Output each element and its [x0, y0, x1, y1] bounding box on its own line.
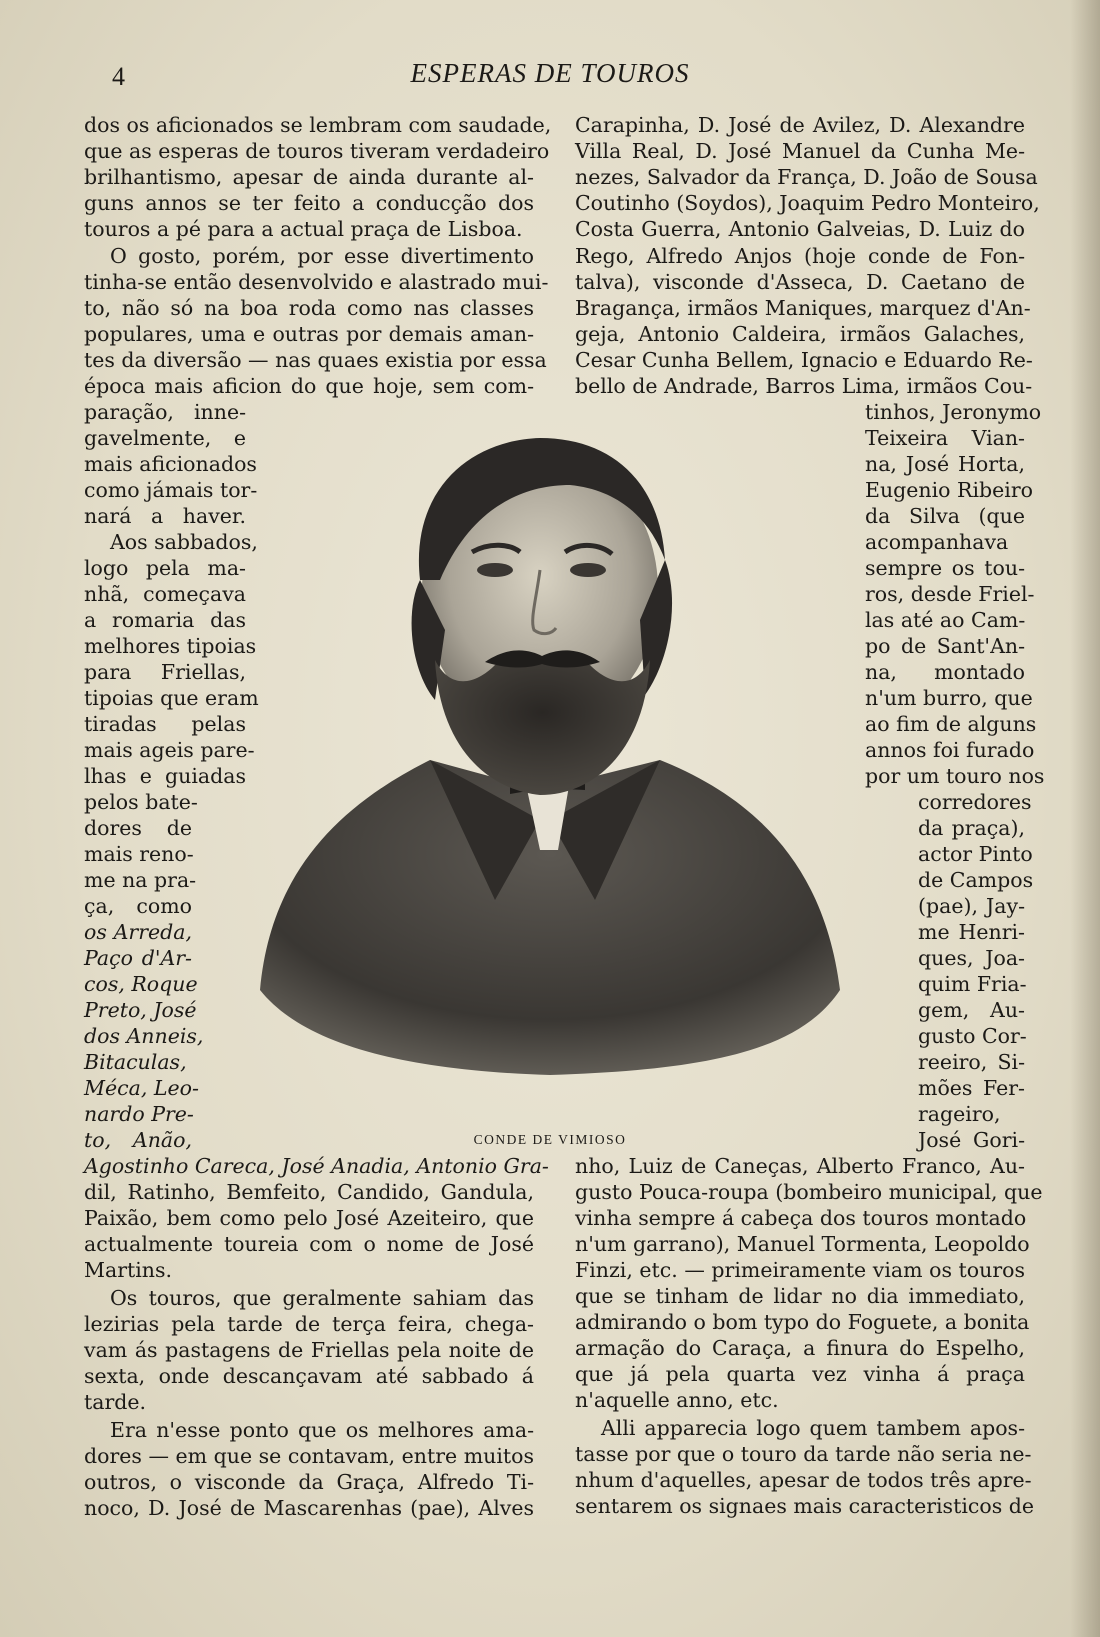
text-line: que se tinham de lidar no dia immediato,	[575, 1284, 1025, 1308]
text-line: os Arreda,	[84, 920, 192, 944]
text-line: nhum d'aquelles, apesar de todos três apre-	[575, 1468, 1032, 1492]
text-line: dos Anneis,	[84, 1024, 204, 1048]
text-line: admirando o bom typo do Foguete, a bonita	[575, 1310, 1030, 1334]
text-line: nhã, começava	[84, 582, 246, 606]
text-line: gusto Pouca-roupa (bombeiro municipal, que	[575, 1180, 1043, 1204]
text-line: na, montado	[865, 660, 1025, 684]
page-edge-shadow	[1070, 0, 1100, 1637]
text-line: me na pra-	[84, 868, 197, 892]
text-line: nezes, Salvador da França, D. João de Sousa	[575, 165, 1038, 189]
text-line: Teixeira Vian-	[865, 426, 1025, 450]
text-line: Carapinha, D. José de Avilez, D. Alexandre	[575, 113, 1025, 137]
text-line: Preto, José	[84, 998, 197, 1022]
text-line: dores de	[84, 816, 192, 840]
text-line: bello de Andrade, Barros Lima, irmãos Cou-	[575, 374, 1033, 398]
text-line: ça, como	[84, 894, 192, 918]
text-line: mões Fer-	[918, 1076, 1025, 1100]
text-line: Paço d'Ar-	[84, 946, 192, 970]
text-line: to, Anão,	[84, 1128, 192, 1152]
text-line: quim Fria-	[918, 972, 1027, 996]
text-line: guns annos se ter feito a conducção dos	[84, 191, 534, 215]
text-line: de Campos	[918, 868, 1034, 892]
text-line: tipoias que eram	[84, 686, 259, 710]
text-line: touros a pé para a actual praça de Lisboa.	[84, 217, 523, 241]
text-line: Rego, Alfredo Anjos (hoje conde de Fon-	[575, 244, 1025, 268]
text-line: Finzi, etc. — primeiramente viam os touros	[575, 1258, 1025, 1282]
text-line: geja, Antonio Caldeira, irmãos Galaches,	[575, 322, 1025, 346]
text-line: época mais aficion do que hoje, sem com-	[84, 374, 534, 398]
text-line: Bitaculas,	[84, 1050, 187, 1074]
text-line: populares, uma e outras por demais aman-	[84, 322, 534, 346]
text-line: po de Sant'An-	[865, 634, 1025, 658]
text-line: na, José Horta,	[865, 452, 1025, 476]
text-line: sexta, onde descançavam até sabbado á	[84, 1364, 534, 1388]
text-line: rageiro,	[918, 1102, 1001, 1126]
text-line: lhas e guiadas	[84, 764, 246, 788]
text-line: pelos bate-	[84, 790, 198, 814]
text-line: sempre os tou-	[865, 556, 1025, 580]
text-line: talva), visconde d'Asseca, D. Caetano de	[575, 270, 1025, 294]
text-line: da praça),	[918, 816, 1025, 840]
text-line: tiradas pelas	[84, 712, 246, 736]
text-line: Eugenio Ribeiro	[865, 478, 1033, 502]
text-line: to, não só na boa roda como nas classes	[84, 296, 534, 320]
text-line: mais ageis pare-	[84, 738, 255, 762]
text-line: annos foi furado	[865, 738, 1035, 762]
text-line: acompanhava	[865, 530, 1009, 554]
text-line: Os touros, que geralmente sahiam das	[110, 1286, 534, 1310]
text-line: Costa Guerra, Antonio Galveias, D. Luiz do	[575, 217, 1025, 241]
text-line: armação do Caraça, a finura do Espelho,	[575, 1336, 1025, 1360]
text-line: tinha-se então desenvolvido e alastrado mui-	[84, 270, 549, 294]
running-title: ESPERAS DE TOUROS	[410, 58, 690, 88]
text-line: tinhos, Jeronymo	[865, 400, 1042, 424]
text-line: Era n'esse ponto que os melhores ama-	[110, 1418, 534, 1442]
text-line: melhores tipoias	[84, 634, 257, 658]
text-line: (pae), Jay-	[918, 894, 1025, 918]
text-line: me Henri-	[918, 920, 1025, 944]
text-line: actualmente toureia com o nome de José	[84, 1232, 534, 1256]
text-line: logo pela ma-	[84, 556, 246, 580]
text-line: cos, Roque	[84, 972, 198, 996]
text-line: Aos sabbados,	[110, 530, 258, 554]
text-line: mais reno-	[84, 842, 194, 866]
text-line: para Friellas,	[84, 660, 246, 684]
text-line: Martins.	[84, 1258, 173, 1282]
text-line: tes da diversão — nas quaes existia por essa	[84, 348, 547, 372]
text-line: Paixão, bem como pelo José Azeiteiro, que	[84, 1206, 534, 1230]
portrait-illustration	[240, 430, 860, 1080]
page-number: 4	[112, 62, 125, 91]
text-line: mais aficionados	[84, 452, 257, 476]
text-line: que já pela quarta vez vinha á praça	[575, 1362, 1025, 1386]
text-line: nará a haver.	[84, 504, 246, 528]
text-line: las até ao Cam-	[865, 608, 1026, 632]
text-line: vam ás pastagens de Friellas pela noite de	[84, 1338, 534, 1362]
text-line: ros, desde Friel-	[865, 582, 1035, 606]
text-line: gavelmente, e	[84, 426, 246, 450]
text-line: Agostinho Careca, José Anadia, Antonio Gra-	[84, 1154, 549, 1178]
text-line: dos os aficionados se lembram com saudade,	[84, 113, 552, 137]
text-line: reeiro, Si-	[918, 1050, 1025, 1074]
text-line: por um touro nos	[865, 764, 1045, 788]
text-line: lezirias pela tarde de terça feira, chega-	[84, 1312, 534, 1336]
text-line: brilhantismo, apesar de ainda durante al-	[84, 165, 534, 189]
text-line: actor Pinto	[918, 842, 1033, 866]
text-line: Coutinho (Soydos), Joaquim Pedro Monteiro,	[575, 191, 1040, 215]
text-line: outros, o visconde da Graça, Alfredo Ti-	[84, 1470, 534, 1494]
text-line: a romaria das	[84, 608, 246, 632]
text-line: dores — em que se contavam, entre muitos	[84, 1444, 534, 1468]
text-line: nho, Luiz de Caneças, Alberto Franco, Au-	[575, 1154, 1025, 1178]
text-line: paração, inne-	[84, 400, 246, 424]
text-line: dil, Ratinho, Bemfeito, Candido, Gandula,	[84, 1180, 534, 1204]
text-line: Bragança, irmãos Maniques, marquez d'An-	[575, 296, 1031, 320]
text-line: Cesar Cunha Bellem, Ignacio e Eduardo Re-	[575, 348, 1033, 372]
text-line: tarde.	[84, 1390, 147, 1414]
portrait-caption: CONDE DE VIMIOSO	[473, 1132, 627, 1147]
text-line: n'um burro, que	[865, 686, 1033, 710]
text-line: vinha sempre á cabeça dos touros montado	[575, 1206, 1027, 1230]
text-line: Villa Real, D. José Manuel da Cunha Me-	[575, 139, 1025, 163]
text-line: Alli apparecia logo quem tambem apos-	[601, 1416, 1025, 1440]
text-line: n'um garrano), Manuel Tormenta, Leopoldo	[575, 1232, 1030, 1256]
text-line: O gosto, porém, por esse divertimento	[110, 244, 534, 268]
text-line: que as esperas de touros tiveram verdadeiro	[84, 139, 550, 163]
text-line: corredores	[918, 790, 1032, 814]
text-line: gusto Cor-	[918, 1024, 1027, 1048]
text-line: como jámais tor-	[84, 478, 258, 502]
text-line: da Silva (que	[865, 504, 1025, 528]
text-line: ques, Joa-	[918, 946, 1025, 970]
text-line: n'aquelle anno, etc.	[575, 1388, 779, 1412]
text-line: José Gori-	[918, 1128, 1025, 1152]
text-line: tasse por que o touro da tarde não seria ne-	[575, 1442, 1032, 1466]
text-line: Méca, Leo-	[84, 1076, 199, 1100]
text-line: sentarem os signaes mais caracteristicos de	[575, 1494, 1034, 1518]
text-line: ao fim de alguns	[865, 712, 1037, 736]
text-line: gem, Au-	[918, 998, 1025, 1022]
text-line: noco, D. José de Mascarenhas (pae), Alves	[84, 1496, 534, 1520]
text-line: nardo Pre-	[84, 1102, 194, 1126]
